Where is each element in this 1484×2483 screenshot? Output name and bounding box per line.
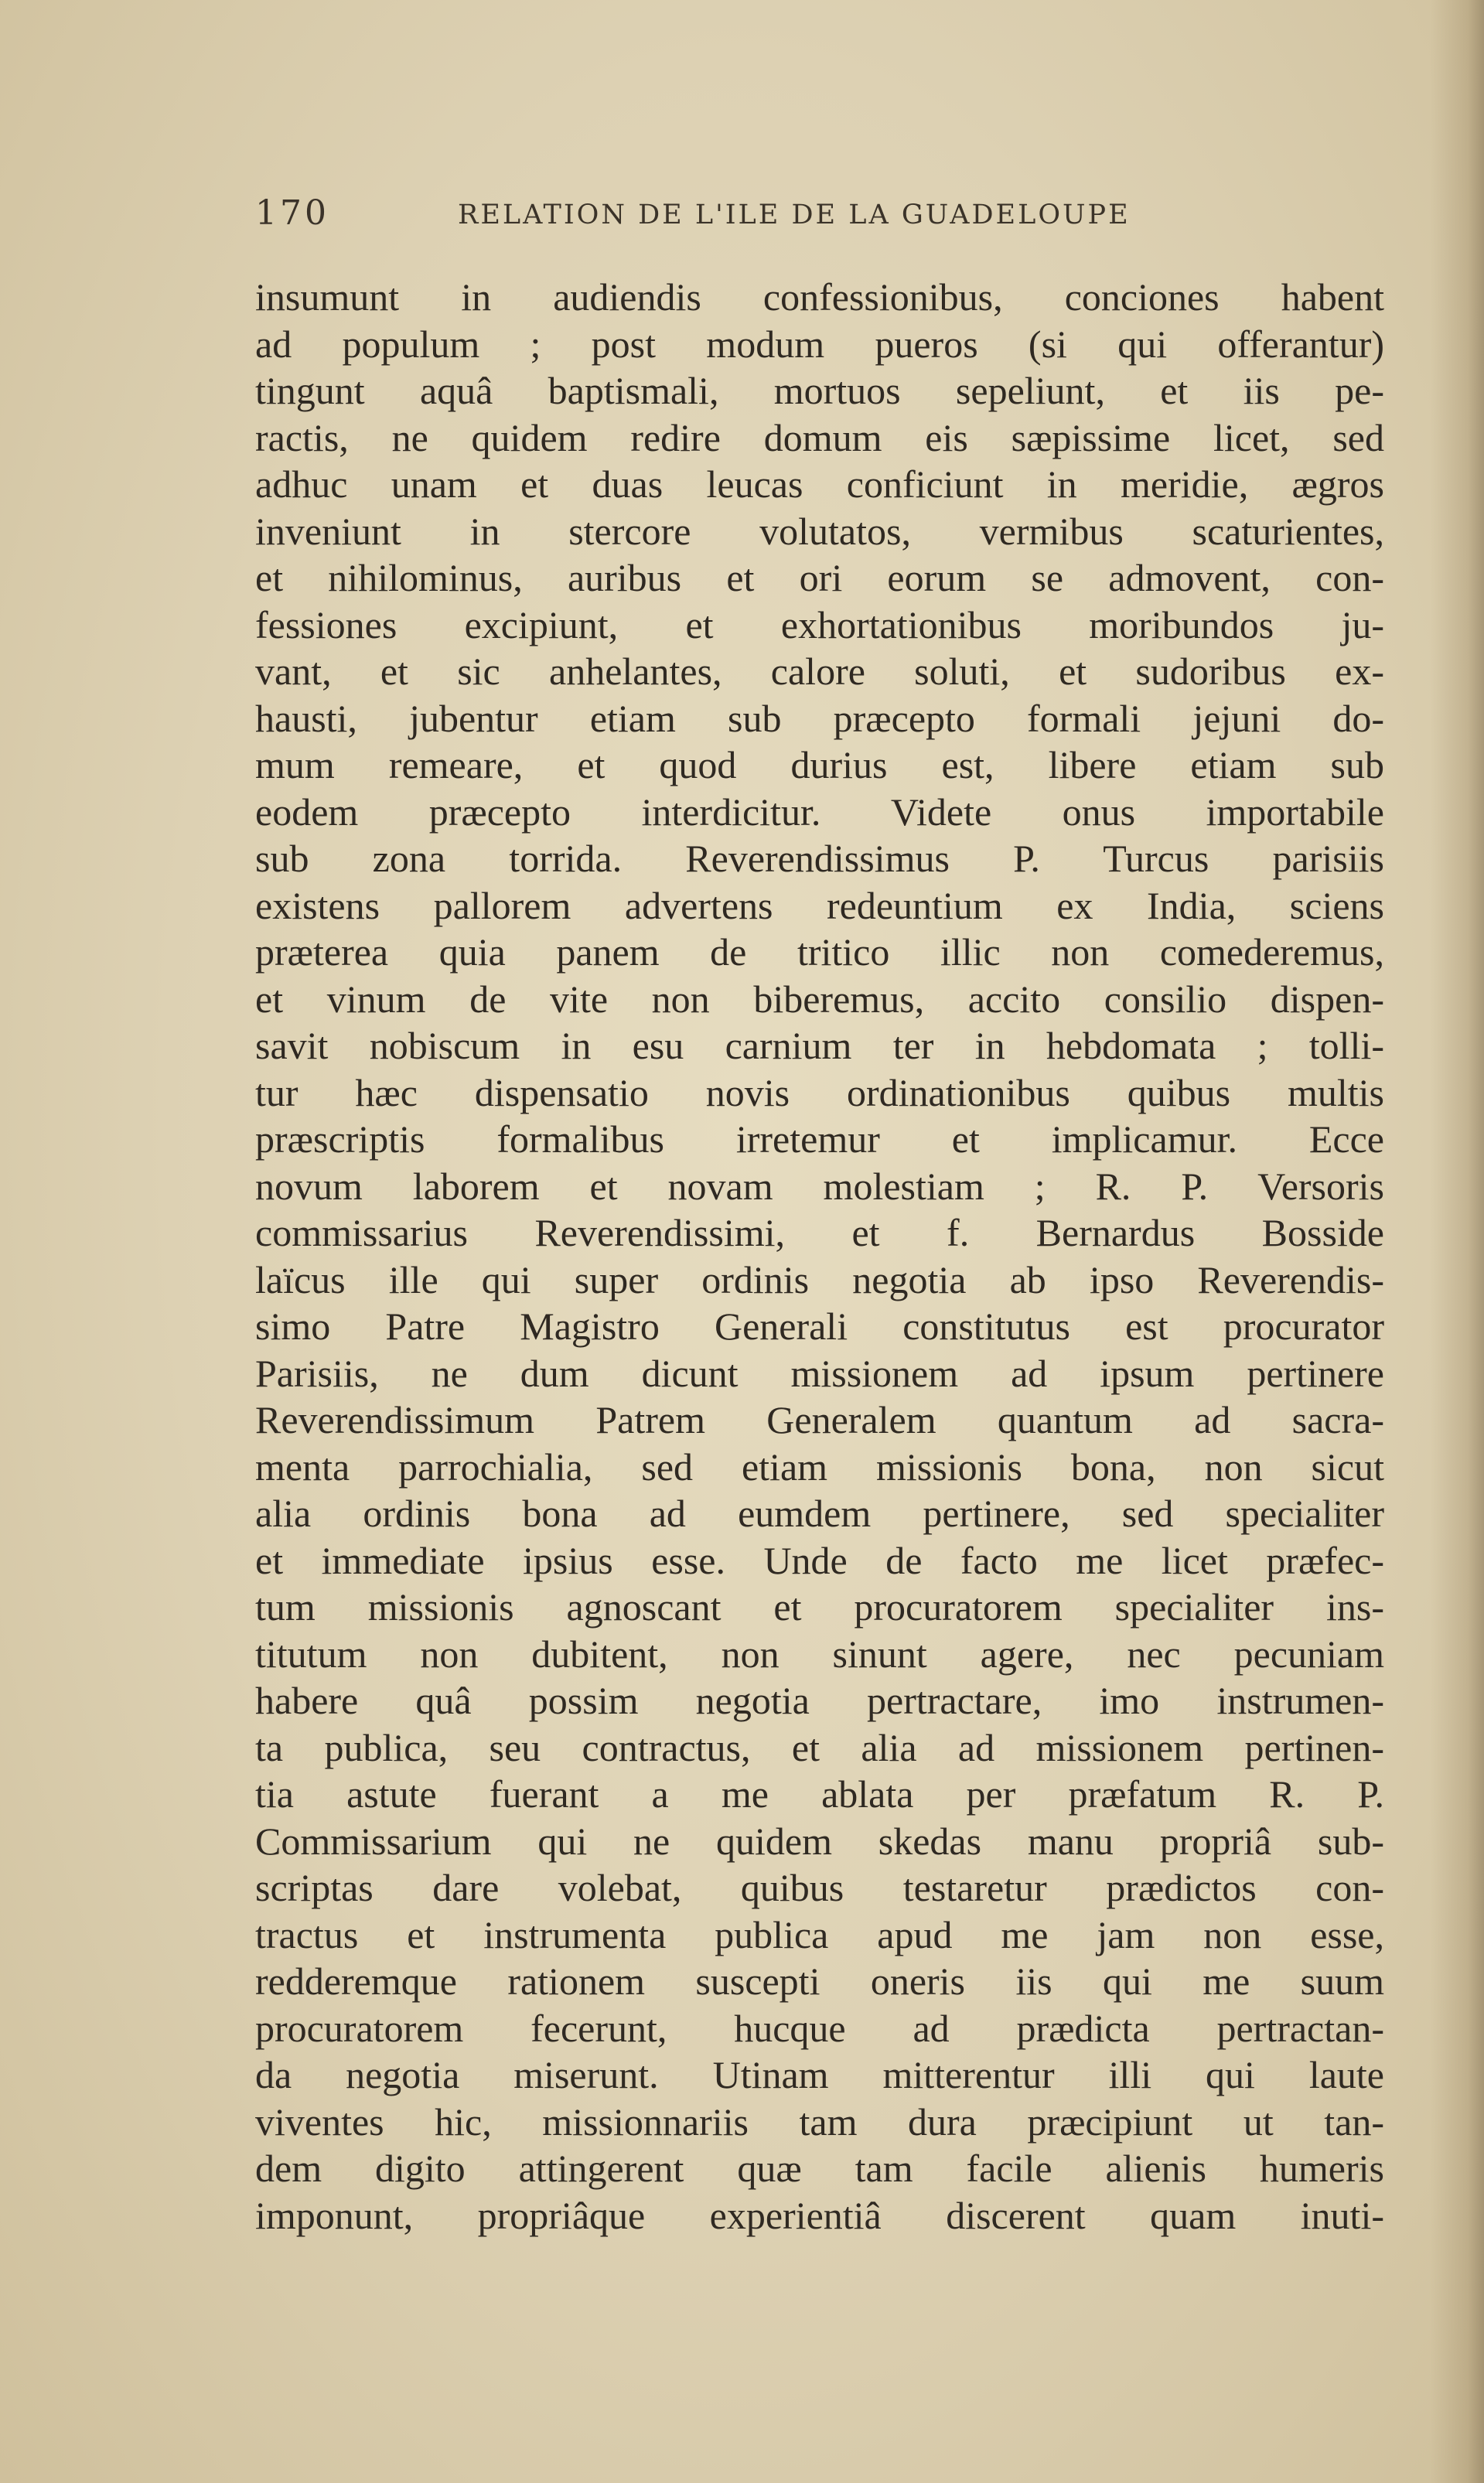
text-line: et immediate ipsius esse. Unde de facto me licet præfec- bbox=[255, 1538, 1384, 1582]
text-line: viventes hic, missionnariis tam dura præcipiunt ut tan- bbox=[255, 2099, 1384, 2144]
text-line: sub zona torrida. Reverendissimus P. Turcus parisiis bbox=[255, 837, 1384, 880]
text-line: procuratorem fecerunt, hucque ad prædicta pertractan- bbox=[255, 2006, 1384, 2050]
page-number: 170 bbox=[255, 193, 329, 233]
text-line: novum laborem et novam molestiam ; R. P. Versoris bbox=[255, 1164, 1384, 1208]
text-line: ad populum ; post modum pueros (si qui offerantur) bbox=[255, 322, 1384, 366]
text-line: eodem præcepto interdicitur. Videte onus importabile bbox=[255, 790, 1384, 834]
text-line: existens pallorem advertens redeuntium ex India, sciens bbox=[255, 883, 1384, 927]
text-line: scriptas dare volebat, quibus testaretur prædictos con- bbox=[255, 1866, 1384, 1909]
text-line: et nihilominus, auribus et ori eorum se admovent, con- bbox=[255, 556, 1384, 599]
text-line: tur hæc dispensatio novis ordinationibus quibus multis bbox=[255, 1070, 1384, 1114]
text-line: mum remeare, et quod durius est, libere etiam sub bbox=[255, 743, 1384, 786]
text-line: ta publica, seu contractus, et alia ad missionem pertinen- bbox=[255, 1725, 1384, 1769]
running-title: RELATION DE L'ILE DE LA GUADELOUPE bbox=[458, 200, 1131, 230]
text-line: tia astute fuerant a me ablata per præfatum R. P. bbox=[255, 1772, 1384, 1816]
text-line: Parisiis, ne dum dicunt missionem ad ipsum pertinere bbox=[255, 1351, 1384, 1395]
text-line: fessiones excipiunt, et exhortationibus moribundos ju- bbox=[255, 602, 1384, 646]
text-line: laïcus ille qui super ordinis negotia ab ipso Reverendis- bbox=[255, 1257, 1384, 1301]
text-line: adhuc unam et duas leucas conficiunt in meridie, ægros bbox=[255, 462, 1384, 506]
text-line: redderemque rationem suscepti oneris iis qui me suum bbox=[255, 1959, 1384, 2003]
text-line: alia ordinis bona ad eumdem pertinere, sed specialiter bbox=[255, 1492, 1384, 1535]
text-line: et vinum de vite non biberemus, accito consilio dispen- bbox=[255, 977, 1384, 1021]
text-line: hausti, jubentur etiam sub præcepto formali jejuni do- bbox=[255, 696, 1384, 740]
text-line: præscriptis formalibus irretemur et implicamur. Ecce bbox=[255, 1117, 1384, 1161]
text-line: savit nobiscum in esu carnium ter in hebdomata ; tolli- bbox=[255, 1024, 1384, 1067]
text-line: imponunt, propriâque experientiâ discerent quam inuti- bbox=[255, 2193, 1384, 2237]
body-text bbox=[255, 274, 1384, 2239]
text-line: simo Patre Magistro Generali constitutus est procurator bbox=[255, 1305, 1384, 1348]
text-line: titutum non dubitent, non sinunt agere, nec pecuniam bbox=[255, 1632, 1384, 1676]
text-line: dem digito attingerent quæ tam facile alienis humeris bbox=[255, 2147, 1384, 2190]
text-line: tractus et instrumenta publica apud me jam non esse, bbox=[255, 1912, 1384, 1956]
page-edge-shadow bbox=[1430, 0, 1484, 2483]
text-line: Reverendissimum Patrem Generalem quantum ad sacra- bbox=[255, 1398, 1384, 1441]
text-line: tum missionis agnoscant et procuratorem specialiter ins- bbox=[255, 1585, 1384, 1629]
text-line: habere quâ possim negotia pertractare, imo instrumen- bbox=[255, 1679, 1384, 1722]
text-line: Commissarium qui ne quidem skedas manu propriâ sub- bbox=[255, 1819, 1384, 1863]
text-line: commissarius Reverendissimi, et f. Bernardus Bosside bbox=[255, 1211, 1384, 1254]
text-line: da negotia miserunt. Utinam mitterentur illi qui laute bbox=[255, 2053, 1384, 2096]
text-line: menta parrochialia, sed etiam missionis bona, non sicut bbox=[255, 1444, 1384, 1489]
text-line: vant, et sic anhelantes, calore soluti, et sudoribus ex- bbox=[255, 650, 1384, 693]
text-line: tingunt aquâ baptismali, mortuos sepeliunt, et iis pe- bbox=[255, 369, 1384, 412]
page-header bbox=[255, 193, 1261, 240]
text-line: inveniunt in stercore volutatos, vermibus scaturientes, bbox=[255, 509, 1384, 553]
text-line: ractis, ne quidem redire domum eis sæpissime licet, sed bbox=[255, 415, 1384, 459]
text-line: præterea quia panem de tritico illic non comederemus, bbox=[255, 930, 1384, 974]
text-line: insumunt in audiendis confessionibus, conciones habent bbox=[255, 275, 1384, 319]
